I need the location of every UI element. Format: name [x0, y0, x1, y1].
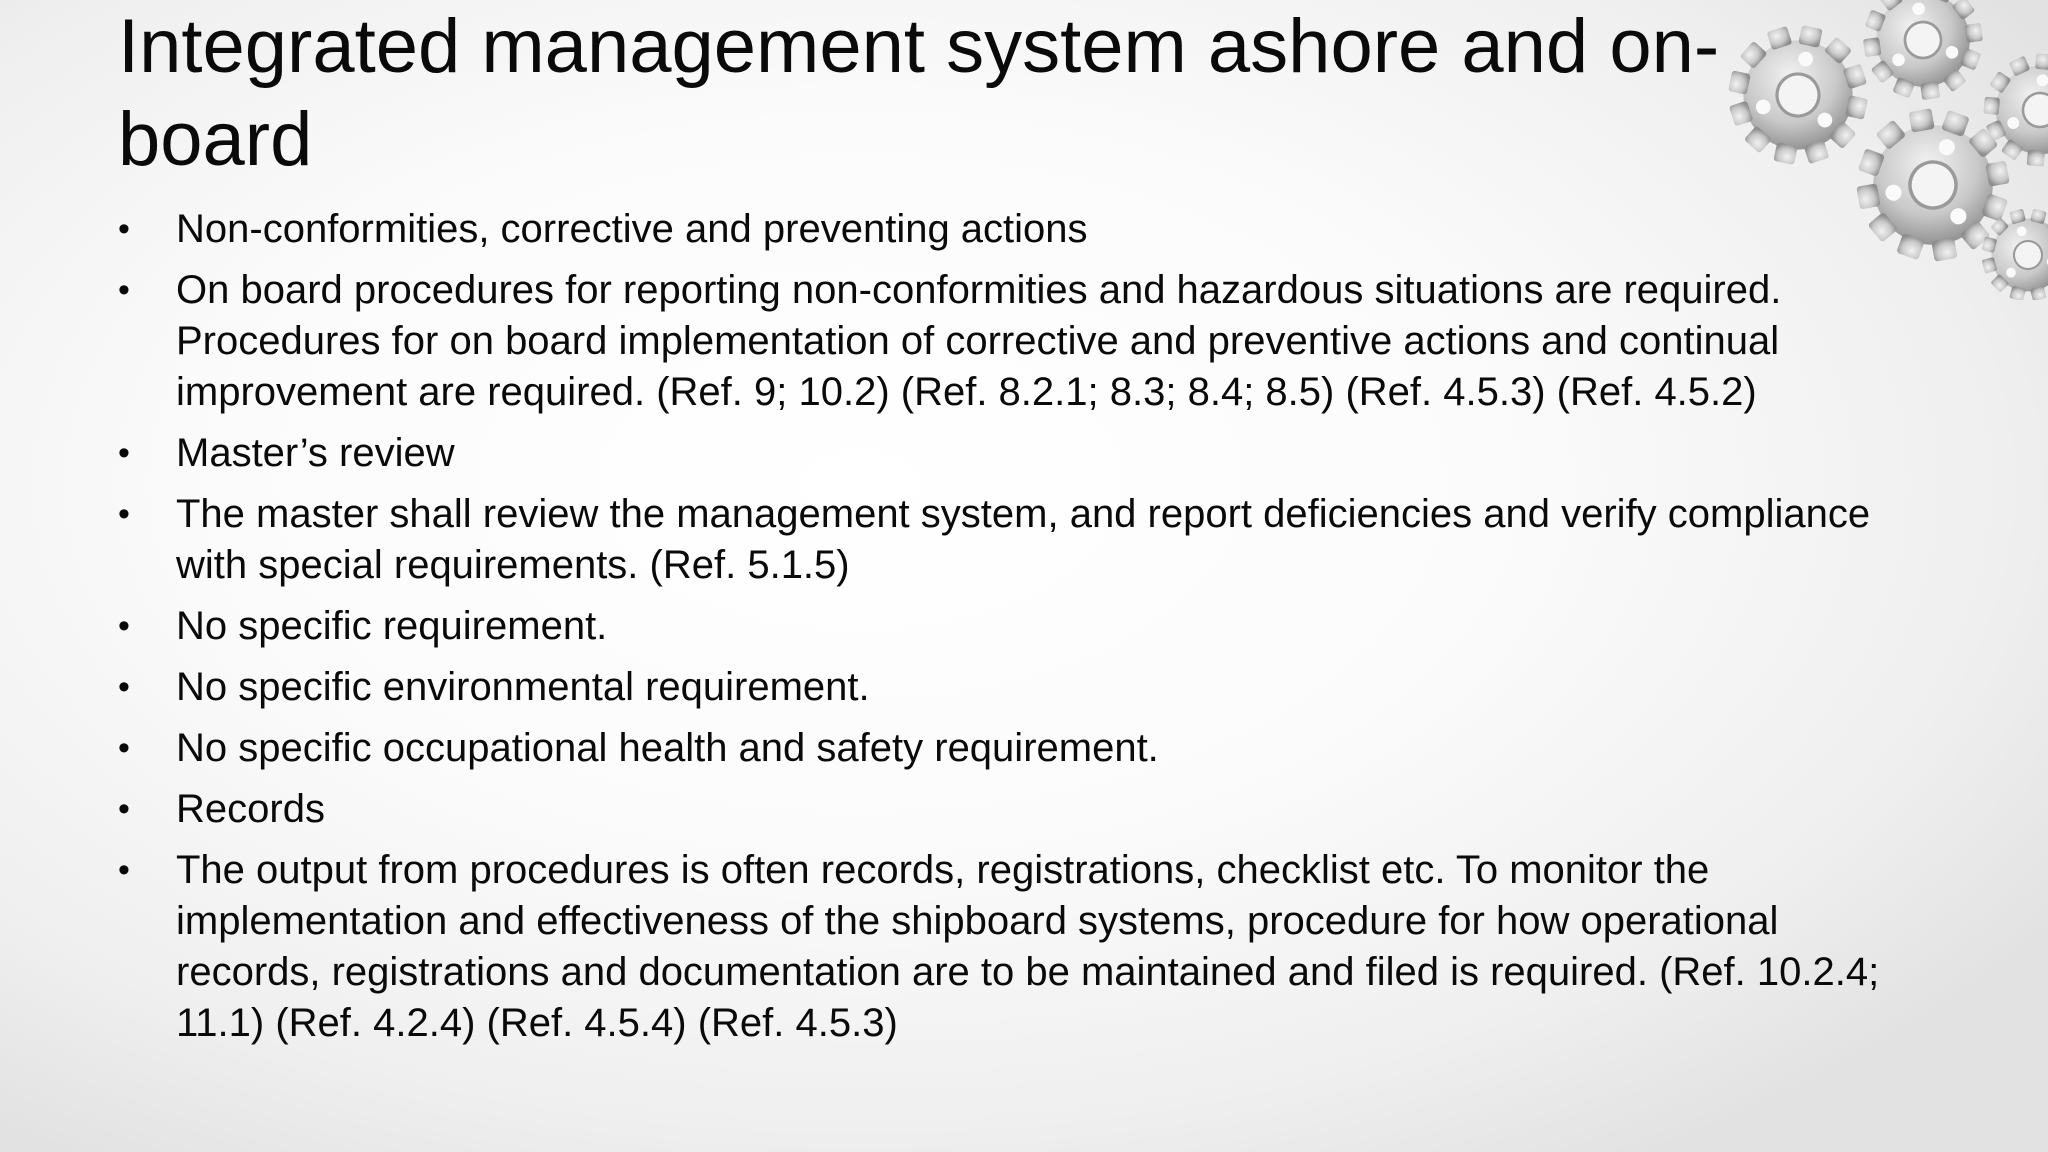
bullet-text: On board procedures for reporting non-conformities and hazardous situations are required. Procedures for on board implementation of corrective and preventive actions and continual improvement are required. (Ref. 9; 10.2) (Ref. 8.2.1; 8.3; 8.4; 8.5) (Ref. 4.5.3) (Ref. 4.5.2) [176, 268, 1782, 414]
bullet-item [118, 723, 1918, 774]
bullet-text: No specific occupational health and safety requirement. [176, 726, 1159, 770]
bullet-marker: • [118, 607, 130, 645]
bullet-marker: • [118, 668, 130, 706]
bullet-marker: • [118, 271, 130, 309]
bullet-list [118, 204, 1918, 1059]
bullet-item [118, 784, 1918, 835]
bullet-item [118, 428, 1918, 479]
bullet-marker: • [118, 790, 130, 828]
bullet-item [118, 265, 1918, 418]
bullet-marker: • [118, 729, 130, 767]
slide-title: Integrated management system ashore and on-board [118, 4, 1720, 182]
bullet-text: The master shall review the management system, and report deficiencies and verify compliance with special requirements. (Ref. 5.1.5) [176, 492, 1871, 587]
bullet-text: Master’s review [176, 431, 455, 475]
bullet-item [118, 845, 1918, 1049]
bullet-text: No specific requirement. [176, 604, 608, 648]
bullet-text: Records [176, 787, 325, 831]
bullet-item [118, 204, 1918, 255]
bullet-item [118, 662, 1918, 713]
bullet-marker: • [118, 434, 130, 472]
bullet-text: The output from procedures is often records, registrations, checklist etc. To monitor the implementation and effectiveness of the shipboard systems, procedure for how operational records, registrations and documentation are to be maintained and filed is required. (Ref. 10.2.4; 11.1) (Ref. 4.2.4) (Ref. 4.5.4) (Ref. 4.5.3) [176, 848, 1880, 1045]
bullet-text: Non-conformities, corrective and preventing actions [176, 207, 1088, 251]
bullet-marker: • [118, 210, 130, 248]
bullet-item [118, 601, 1918, 652]
bullet-marker: • [118, 851, 130, 889]
bullet-text: No specific environmental requirement. [176, 665, 870, 709]
bullet-item [118, 489, 1918, 591]
bullet-marker: • [118, 495, 130, 533]
